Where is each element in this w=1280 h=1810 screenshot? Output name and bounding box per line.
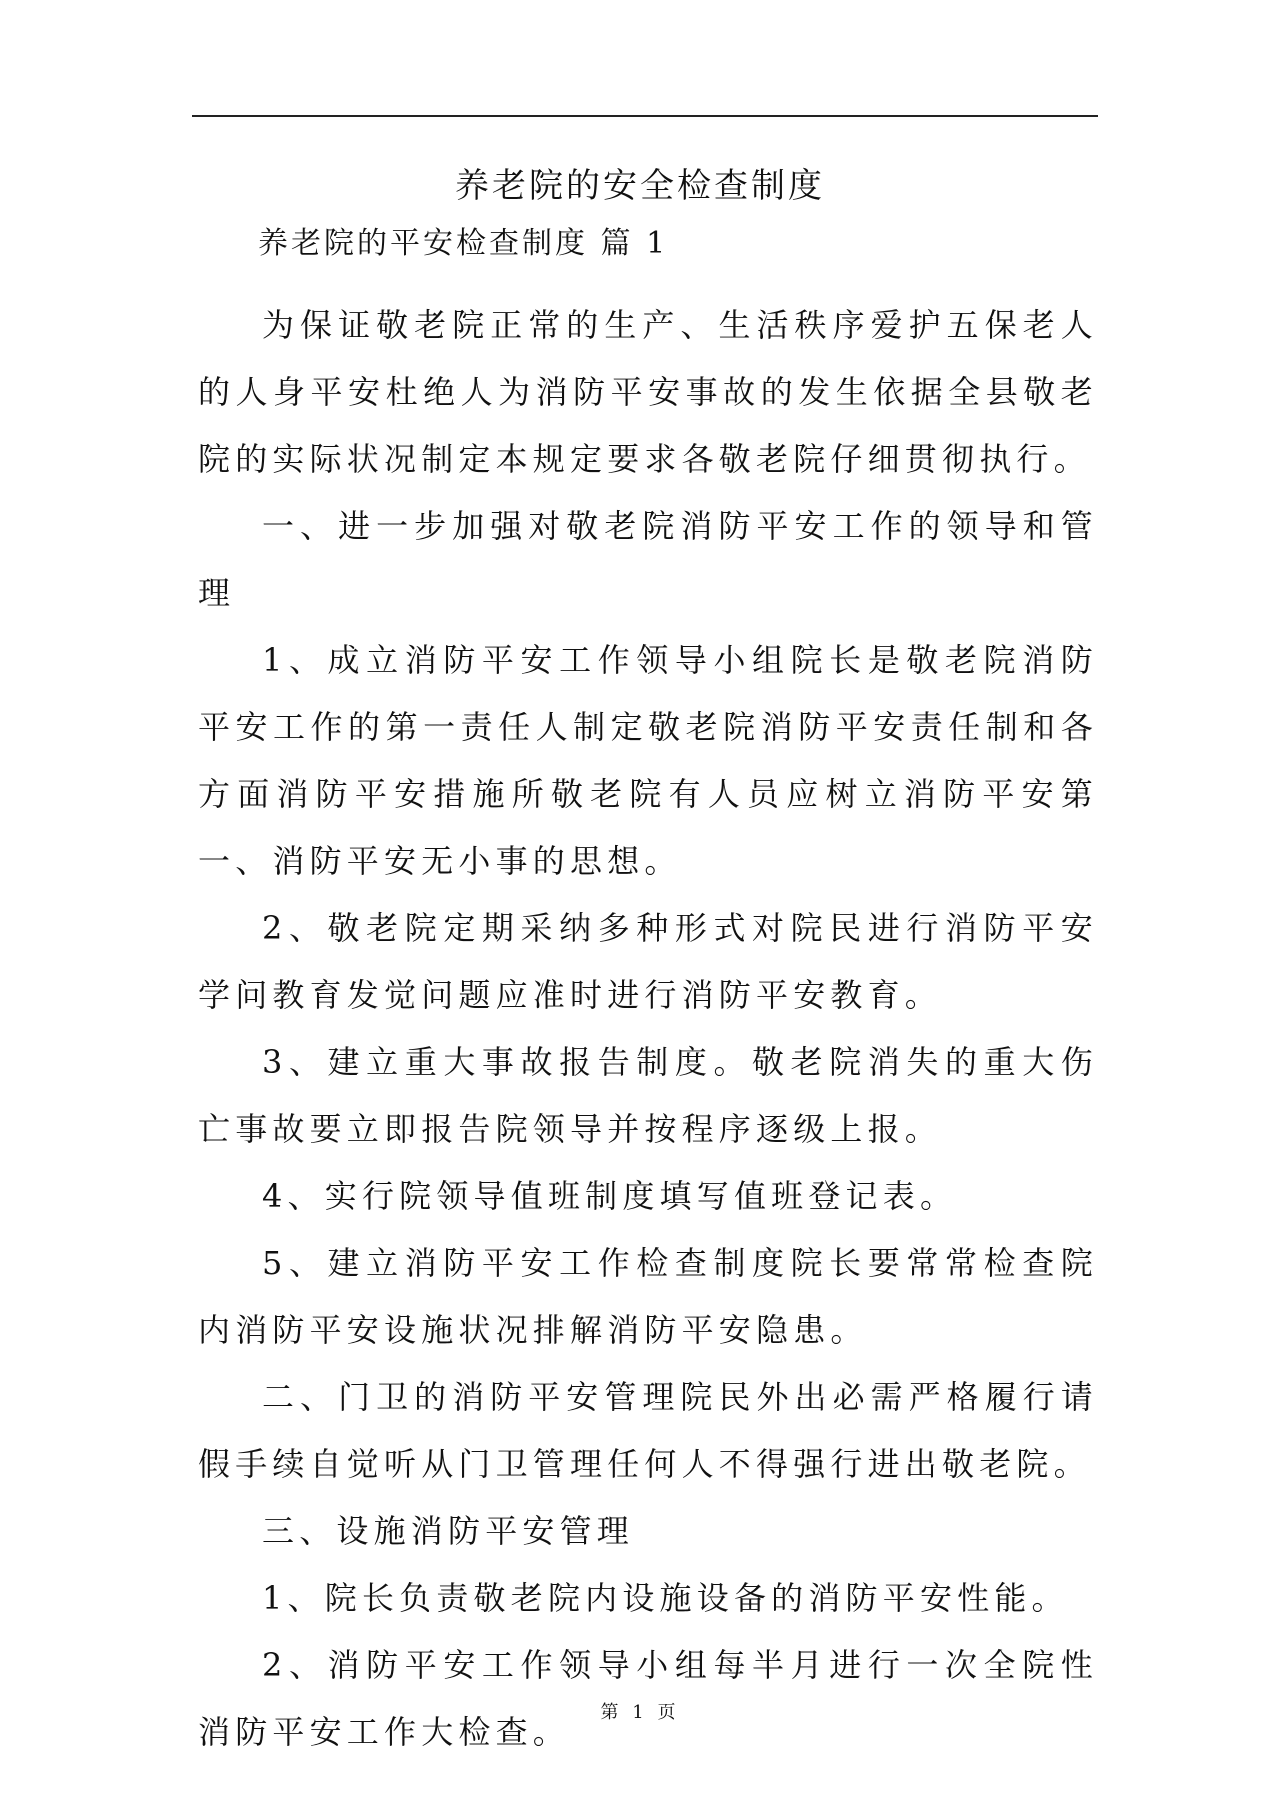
document-title: 养老院的安全检查制度 [455,166,825,206]
paragraph: 1、院长负责敬老院内设施设备的消防平安性能。 [262,1579,1069,1617]
paragraph: 2、敬老院定期采纳多种形式对院民进行消防平安学问教育发觉问题应准时进行消防平安教育。 [198,909,1098,1014]
paragraph: 2、消防平安工作领导小组每半月进行一次全院性消防平安工作大检查。 [198,1646,1098,1751]
document-body [198,292,1098,1766]
paragraph: 二、门卫的消防平安管理院民外出必需严格履行请假手续自觉听从门卫管理任何人不得强行进出敬老院。 [198,1378,1098,1483]
paragraph: 一、进一步加强对敬老院消防平安工作的领导和管理 [198,507,1098,612]
paragraph: 3、建立重大事故报告制度。敬老院消失的重大伤亡事故要立即报告院领导并按程序逐级上报。 [198,1043,1098,1148]
paragraph: 5、建立消防平安工作检查制度院长要常常检查院内消防平安设施状况排解消防平安隐患。 [198,1244,1098,1349]
paragraph: 为保证敬老院正常的生产、生活秩序爱护五保老人的人身平安杜绝人为消防平安事故的发生依据全县敬老院的实际状况制定本规定要求各敬老院仔细贯彻执行。 [198,306,1098,478]
paragraph: 1、成立消防平安工作领导小组院长是敬老院消防平安工作的第一责任人制定敬老院消防平安责任制和各方面消防平安措施所敬老院有人员应树立消防平安第一、消防平安无小事的思想。 [198,641,1098,880]
paragraph: 4、实行院领导值班制度填写值班登记表。 [262,1177,958,1215]
paragraph: 三、设施消防平安管理 [262,1512,635,1550]
header-rule [192,115,1098,117]
page-number: 第 1 页 [600,1702,680,1723]
document-subtitle: 养老院的平安检查制度 篇 1 [258,226,669,261]
